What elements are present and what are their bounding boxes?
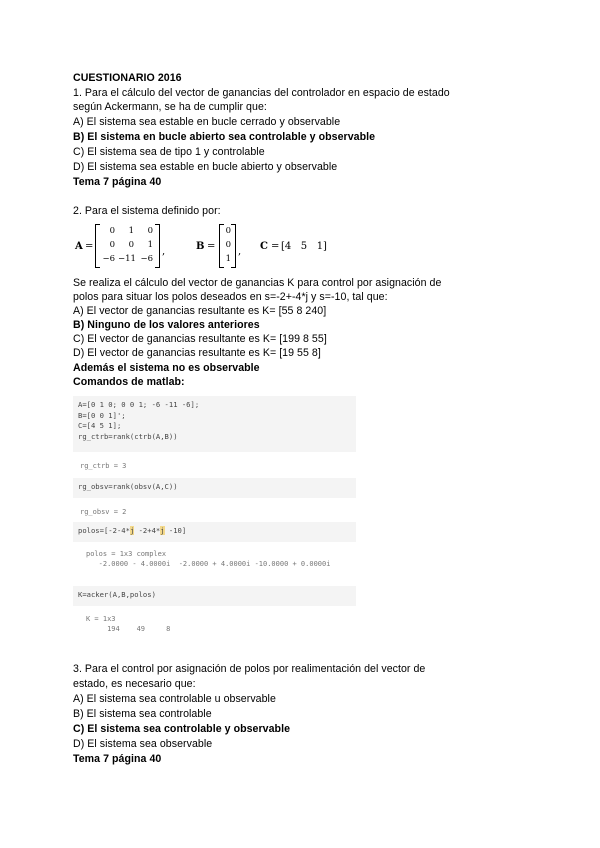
- matrix-a-equals: =: [85, 241, 94, 252]
- q1-option-d: D) El sistema sea estable en bucle abierto y observable: [73, 161, 338, 173]
- matrix-a-cell: 0: [147, 226, 153, 236]
- q2-text-line1: Se realiza el cálculo del vector de ganancias K para control por asignación de: [73, 277, 442, 289]
- q1-option-c: C) El sistema sea de tipo 1 y controlable: [73, 146, 265, 158]
- matrix-a-cell: 0: [128, 240, 134, 250]
- q2-note-matlab-commands: Comandos de matlab:: [73, 376, 185, 388]
- q3-reference: Tema 7 página 40: [73, 753, 162, 765]
- matlab-output-1: rg_ctrb = 3: [80, 462, 127, 470]
- matrix-b-right-bracket: [231, 224, 236, 268]
- matrix-b-cell: 1: [225, 254, 231, 264]
- matlab-code-3: [78, 526, 186, 537]
- matrix-a-label: A: [75, 241, 83, 252]
- q2-note-not-observable: Además el sistema no es observable: [73, 362, 260, 374]
- q2-option-a: A) El vector de ganancias resultante es K= [55 8 240]: [73, 305, 327, 317]
- code-text: -2+4*: [134, 526, 161, 535]
- matlab-output-3: polos = 1x3 complex -2.0000 - 4.0000i -2.0000 + 4.0000i -10.0000 + 0.0000i: [86, 550, 331, 568]
- matrix-a-cell: 0: [109, 240, 115, 250]
- q3-text-line1: 3. Para el control por asignación de polos por realimentación del vector de: [73, 663, 426, 675]
- matrix-b-cell: 0: [225, 226, 231, 236]
- q3-option-a: A) El sistema sea controlable u observable: [73, 693, 276, 705]
- q3-option-d: D) El sistema sea observable: [73, 738, 213, 750]
- highlight-j: j: [160, 526, 165, 535]
- matrix-a-cell: 1: [128, 226, 134, 236]
- matrix-b-label: B: [196, 241, 205, 252]
- q1-text-line2: según Ackermann, se ha de cumplir que:: [73, 101, 267, 113]
- q2-option-d: D) El vector de ganancias resultante es K= [19 55 8]: [73, 347, 321, 359]
- q2-option-c: C) El vector de ganancias resultante es K= [199 8 55]: [73, 333, 327, 345]
- matlab-output-4: K = 1x3 194 49 8: [86, 615, 171, 633]
- document-title: CUESTIONARIO 2016: [73, 72, 182, 84]
- q1-reference: Tema 7 página 40: [73, 176, 162, 188]
- code-text: -10]: [164, 526, 187, 535]
- q3-text-line2: estado, es necesario que:: [73, 678, 196, 690]
- matlab-output-2: rg_obsv = 2: [80, 508, 127, 516]
- matrix-a-cell: −6: [140, 254, 153, 264]
- matrix-b-equals: =: [207, 241, 216, 252]
- q3-option-b: B) El sistema sea controlable: [73, 708, 212, 720]
- matlab-code-4: K=acker(A,B,polos): [78, 590, 156, 599]
- matrix-a-cell: 0: [109, 226, 115, 236]
- matrix-a-cell: −11: [118, 254, 136, 264]
- matrix-a-cell: −6: [102, 254, 115, 264]
- matrix-c-value: [4 5 1]: [281, 241, 327, 252]
- matlab-code-2: rg_obsv=rank(obsv(A,C)): [78, 482, 178, 491]
- highlight-j: j: [129, 526, 135, 535]
- code-text: polos=[-2-4*: [78, 526, 130, 535]
- q2-text-line2: polos para situar los polos deseados en s=-2+-4*j y s=-10, tal que:: [73, 291, 388, 303]
- matrix-c-label: C: [260, 241, 268, 252]
- q1-option-a: A) El sistema sea estable en bucle cerrado y observable: [73, 116, 341, 128]
- matrix-a-right-bracket: [155, 224, 160, 268]
- matrix-a-cell: 1: [147, 240, 153, 250]
- q1-option-b-correct: B) El sistema en bucle abierto sea controlable y observable: [73, 131, 376, 143]
- matrix-c-equals: =: [271, 241, 280, 252]
- q2-text: 2. Para el sistema definido por:: [73, 205, 221, 217]
- matlab-code-1: A=[0 1 0; 0 0 1; -6 -11 -6]; B=[0 0 1]'; C=[4 5 1]; rg_ctrb=rank(ctrb(A,B)): [78, 400, 200, 441]
- q1-text-line1: 1. Para el cálculo del vector de ganancias del controlador en espacio de estado: [73, 87, 450, 99]
- q2-option-b-correct: B) Ninguno de los valores anteriores: [73, 319, 260, 331]
- q3-option-c-correct: C) El sistema sea controlable y observable: [73, 723, 291, 735]
- matrix-b-cell: 0: [225, 240, 231, 250]
- system-matrices: A = 0 1 0 0 0 1 −6 −11 −6 , B = 0 0 1 , C = [4 5 1]: [73, 224, 373, 270]
